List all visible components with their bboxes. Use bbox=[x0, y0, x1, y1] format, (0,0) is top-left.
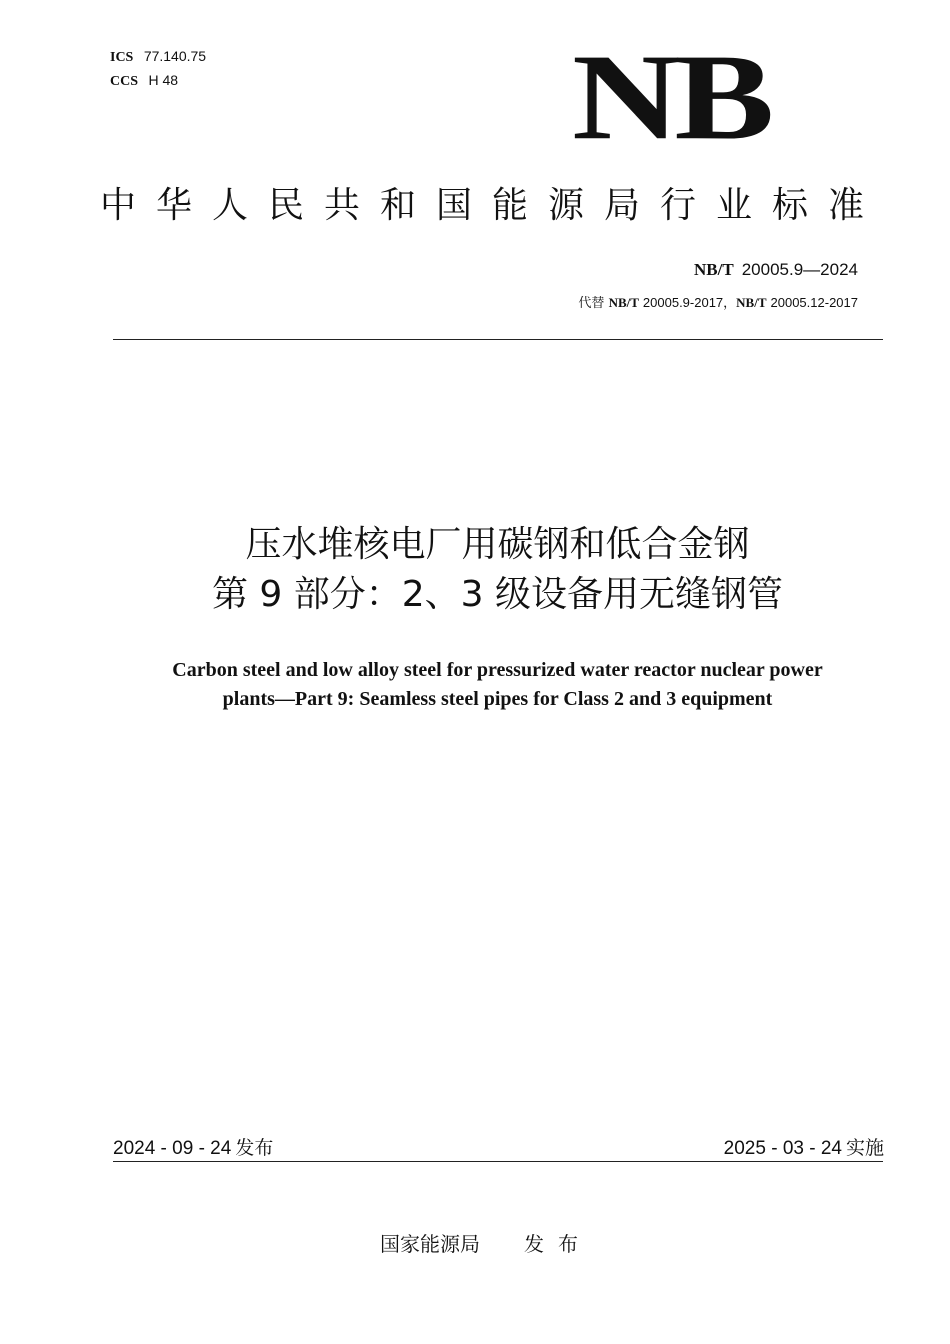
ccs-value: H 48 bbox=[148, 72, 179, 88]
issue-date-label: 发布 bbox=[235, 1137, 274, 1159]
implementation-date-label: 实施 bbox=[845, 1137, 884, 1159]
standard-number-value: 20005.9—2024 bbox=[741, 260, 858, 279]
issuer bbox=[380, 1228, 592, 1257]
english-title-line-2: plants—Part 9: Seamless steel pipes for Class 2 and 3 equipment bbox=[222, 688, 773, 710]
top-divider bbox=[113, 339, 883, 340]
issue-date-value: 2024 - 09 - 24 bbox=[113, 1138, 232, 1159]
replaces-number-1: 20005.9-2017， bbox=[642, 295, 737, 310]
nb-logo: NB bbox=[572, 29, 769, 166]
bottom-divider bbox=[113, 1161, 883, 1162]
english-title bbox=[100, 656, 895, 714]
replaces-line bbox=[578, 292, 858, 311]
ccs-code bbox=[110, 71, 178, 91]
chinese-title-line-1: 压水堆核电厂用碳钢和低合金钢 bbox=[245, 524, 750, 565]
issuer-action: 发布 bbox=[524, 1232, 592, 1256]
chinese-title bbox=[0, 520, 950, 620]
ics-code bbox=[110, 47, 206, 67]
implementation-date bbox=[724, 1133, 884, 1160]
standard-number bbox=[694, 260, 858, 280]
ics-value: 77.140.75 bbox=[143, 48, 207, 64]
implementation-date-value: 2025 - 03 - 24 bbox=[723, 1138, 842, 1159]
standard-title: 中华人民共和国能源局行业标准 bbox=[100, 185, 885, 226]
english-title-line-1: Carbon steel and low alloy steel for pressurized water reactor nuclear power bbox=[172, 659, 823, 681]
replaces-number-2: 20005.12-2017 bbox=[770, 295, 858, 310]
replaces-prefix-1: NB/T bbox=[608, 295, 639, 310]
standard-prefix: NB/T bbox=[694, 260, 734, 279]
ccs-label: CCS bbox=[110, 74, 139, 89]
issuer-name: 国家能源局 bbox=[380, 1232, 480, 1256]
replaces-prefix-2: NB/T bbox=[736, 295, 767, 310]
chinese-title-line-2: 第 9 部分：2、3 级设备用无缝钢管 bbox=[211, 574, 784, 615]
issue-date bbox=[113, 1133, 273, 1160]
ics-label: ICS bbox=[110, 50, 134, 65]
replaces-label: 代替 bbox=[578, 296, 605, 311]
